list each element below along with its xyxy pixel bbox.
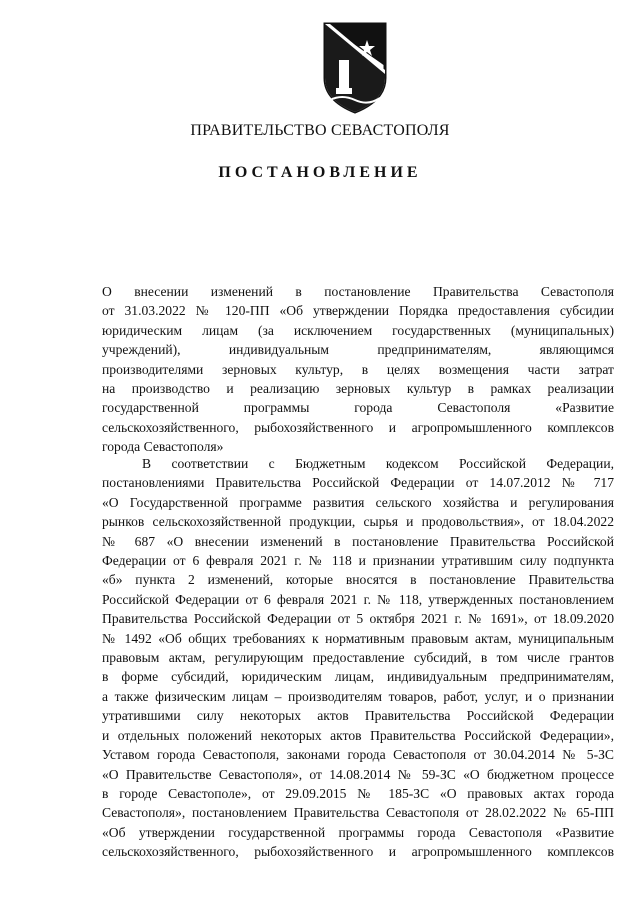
body-line: правовым актам, регулирующим предоставление субсидий, в том числе грантов: [102, 650, 614, 666]
body-line: «О Государственной программе развития сельского хозяйства и регулирования: [102, 494, 614, 510]
subject-line: на производство и реализацию зерновых культур в рамках реализации: [102, 381, 614, 397]
document-subject: [102, 282, 614, 457]
subject-line: учреждений), индивидуальным предпринимателям, являющимся: [102, 342, 614, 358]
organization-title: ПРАВИТЕЛЬСТВО СЕВАСТОПОЛЯ: [190, 122, 450, 139]
document-body-paragraph: [102, 454, 614, 862]
subject-line: города Севастополя»: [102, 439, 224, 455]
body-line: Уставом города Севастополя, законами города Севастополя от 30.04.2014 № 5-ЗС: [102, 747, 614, 763]
body-line: В соответствии с Бюджетным кодексом Российской Федерации,: [142, 456, 614, 471]
body-line: Российской Федерации от 6 февраля 2021 г. № 118, утвержденных постановлением: [102, 591, 614, 607]
subject-line: сельскохозяйственного, рыбохозяйственного и агропромышленного комплексов: [102, 419, 614, 435]
subject-line: производителями зерновых культур, в целях возмещения части затрат: [102, 361, 614, 377]
body-line: № 1492 «Об общих требованиях к нормативным правовым актам, муниципальным: [102, 630, 614, 646]
body-line: № 687 «О внесении изменений в постановление Правительства Российской: [102, 533, 614, 549]
subject-line: юридическим лицам (за исключением государственных (муниципальных): [102, 322, 614, 338]
coat-of-arms-icon: [322, 20, 388, 114]
body-line: Севастополя», постановлением Правительства Севастополя от 28.02.2022 № 65-ПП: [102, 805, 614, 821]
body-line: а также физическим лицам – производителям товаров, работ, услуг, и о признании: [102, 688, 614, 704]
body-line: «б» пункта 2 изменений, которые вносятся в постановление Правительства: [102, 572, 614, 588]
subject-line: О внесении изменений в постановление Правительства Севастополя: [102, 284, 614, 299]
body-line: в форме субсидий, юридическим лицам, индивидуальным предпринимателям,: [102, 669, 614, 685]
body-line: рынков сельскохозяйственной продукции, сырья и продовольствия», от 18.04.2022: [102, 514, 614, 530]
document-type-title: ПОСТАНОВЛЕНИЕ: [218, 164, 422, 181]
body-line: в городе Севастополе», от 29.09.2015 № 185-ЗС «О правовых актах города: [102, 785, 614, 801]
body-line: постановлениями Правительства Российской Федерации от 14.07.2012 № 717: [102, 475, 614, 491]
body-line: сельскохозяйственного, рыбохозяйственного и агропромышленного комплексов: [102, 844, 614, 860]
body-line: «Об утверждении государственной программы города Севастополя «Развитие: [102, 824, 614, 840]
body-line: «О Правительстве Севастополя», от 14.08.2014 № 59-ЗС «О бюджетном процессе: [102, 766, 614, 782]
body-line: Правительства Российской Федерации от 5 октября 2021 г. № 1691», от 18.09.2020: [102, 611, 614, 627]
subject-line: от 31.03.2022 № 120-ПП «Об утверждении Порядка предоставления субсидии: [102, 303, 614, 319]
body-line: Федерации от 6 февраля 2021 г. № 118 и признании утратившим силу подпункта: [102, 553, 614, 569]
body-line: и отдельных положений некоторых актов Правительства Российской Федерации»,: [102, 727, 614, 743]
body-line: утратившими силу некоторых актов Правительства Российской Федерации: [102, 708, 614, 724]
subject-line: государственной программы города Севастополя «Развитие: [102, 400, 614, 416]
